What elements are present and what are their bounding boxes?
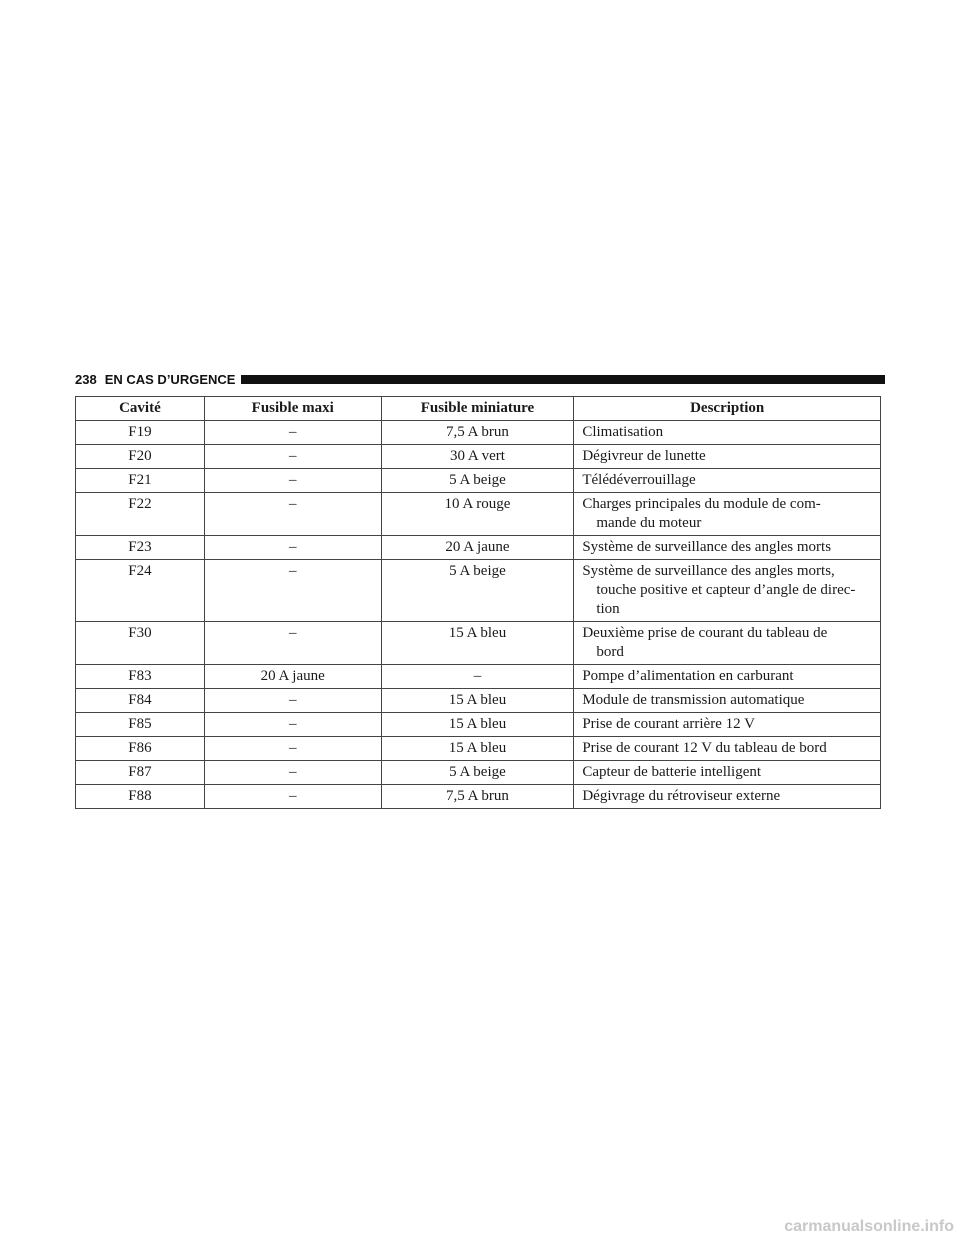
cavity-cell: F20 xyxy=(76,445,205,469)
description-cell xyxy=(574,665,881,689)
description-line: Télédéverrouillage xyxy=(582,472,696,488)
description-cell xyxy=(574,713,881,737)
mini-fuse-cell: 7,5 A brun xyxy=(381,421,574,445)
cavity-cell: F83 xyxy=(76,665,205,689)
mini-fuse-cell: 15 A bleu xyxy=(381,737,574,761)
table-row xyxy=(76,421,881,445)
description-line: tion xyxy=(596,601,620,617)
description-cell xyxy=(574,622,881,665)
description-cell xyxy=(574,689,881,713)
description-cell xyxy=(574,560,881,622)
mini-fuse-cell: 30 A vert xyxy=(381,445,574,469)
watermark: carmanualsonline.info xyxy=(784,1218,954,1235)
cavity-cell: F23 xyxy=(76,536,205,560)
mini-fuse-cell: 5 A beige xyxy=(381,761,574,785)
column-header-description: Description xyxy=(574,397,881,421)
cavity-cell: F24 xyxy=(76,560,205,622)
description-cell xyxy=(574,493,881,536)
table-row xyxy=(76,445,881,469)
table-row xyxy=(76,493,881,536)
table-row xyxy=(76,785,881,809)
column-header-maxi: Fusible maxi xyxy=(204,397,381,421)
table-row xyxy=(76,689,881,713)
column-header-cavity: Cavité xyxy=(76,397,205,421)
description-line: Prise de courant 12 V du tableau de bord xyxy=(582,740,827,756)
mini-fuse-cell: 7,5 A brun xyxy=(381,785,574,809)
maxi-fuse-cell: – xyxy=(204,761,381,785)
cavity-cell: F87 xyxy=(76,761,205,785)
description-cell xyxy=(574,469,881,493)
cavity-cell: F86 xyxy=(76,737,205,761)
cavity-cell: F19 xyxy=(76,421,205,445)
description-line: Deuxième prise de courant du tableau de xyxy=(582,625,828,641)
header-rule xyxy=(241,375,885,384)
table-row xyxy=(76,761,881,785)
mini-fuse-cell: 20 A jaune xyxy=(381,536,574,560)
description-line: Pompe d’alimentation en carburant xyxy=(582,668,794,684)
description-line: Capteur de batterie intelligent xyxy=(582,764,762,780)
table-row xyxy=(76,536,881,560)
maxi-fuse-cell: – xyxy=(204,469,381,493)
description-line: Climatisation xyxy=(582,424,664,440)
description-line: Dégivrage du rétroviseur externe xyxy=(582,788,781,804)
maxi-fuse-cell: – xyxy=(204,493,381,536)
table-row xyxy=(76,713,881,737)
description-line: bord xyxy=(596,644,624,660)
description-line: Système de surveillance des angles morts, xyxy=(582,563,835,579)
maxi-fuse-cell: – xyxy=(204,737,381,761)
description-line: Dégivreur de lunette xyxy=(582,448,706,464)
maxi-fuse-cell: – xyxy=(204,622,381,665)
table-header-row xyxy=(76,397,881,421)
table-row xyxy=(76,560,881,622)
cavity-cell: F85 xyxy=(76,713,205,737)
mini-fuse-cell: 15 A bleu xyxy=(381,713,574,737)
maxi-fuse-cell: 20 A jaune xyxy=(204,665,381,689)
cavity-cell: F30 xyxy=(76,622,205,665)
description-cell xyxy=(574,737,881,761)
maxi-fuse-cell: – xyxy=(204,560,381,622)
mini-fuse-cell: 5 A beige xyxy=(381,560,574,622)
mini-fuse-cell: 15 A bleu xyxy=(381,689,574,713)
maxi-fuse-cell: – xyxy=(204,785,381,809)
table-row xyxy=(76,469,881,493)
page-number: 238 xyxy=(75,371,97,387)
maxi-fuse-cell: – xyxy=(204,713,381,737)
page-header xyxy=(75,370,885,388)
description-cell xyxy=(574,536,881,560)
section-title: EN CAS D’URGENCE xyxy=(104,371,236,387)
description-line: Module de transmission automatique xyxy=(582,692,805,708)
mini-fuse-cell: 10 A rouge xyxy=(381,493,574,536)
description-cell xyxy=(574,421,881,445)
maxi-fuse-cell: – xyxy=(204,421,381,445)
mini-fuse-cell: 5 A beige xyxy=(381,469,574,493)
maxi-fuse-cell: – xyxy=(204,536,381,560)
table-row xyxy=(76,665,881,689)
cavity-cell: F84 xyxy=(76,689,205,713)
description-cell xyxy=(574,445,881,469)
mini-fuse-cell: 15 A bleu xyxy=(381,622,574,665)
table-row xyxy=(76,622,881,665)
table-body xyxy=(76,421,881,809)
description-line: mande du moteur xyxy=(596,515,702,531)
cavity-cell: F22 xyxy=(76,493,205,536)
table-row xyxy=(76,737,881,761)
cavity-cell: F88 xyxy=(76,785,205,809)
description-cell xyxy=(574,785,881,809)
description-line: Système de surveillance des angles morts xyxy=(582,539,832,555)
description-cell xyxy=(574,761,881,785)
description-line: Charges principales du module de com- xyxy=(582,496,821,512)
maxi-fuse-cell: – xyxy=(204,445,381,469)
description-line: Prise de courant arrière 12 V xyxy=(582,716,755,732)
cavity-cell: F21 xyxy=(76,469,205,493)
fuse-table xyxy=(75,396,881,809)
column-header-mini: Fusible miniature xyxy=(381,397,574,421)
mini-fuse-cell: – xyxy=(381,665,574,689)
description-line: touche positive et capteur d’angle de direc- xyxy=(596,582,856,598)
maxi-fuse-cell: – xyxy=(204,689,381,713)
